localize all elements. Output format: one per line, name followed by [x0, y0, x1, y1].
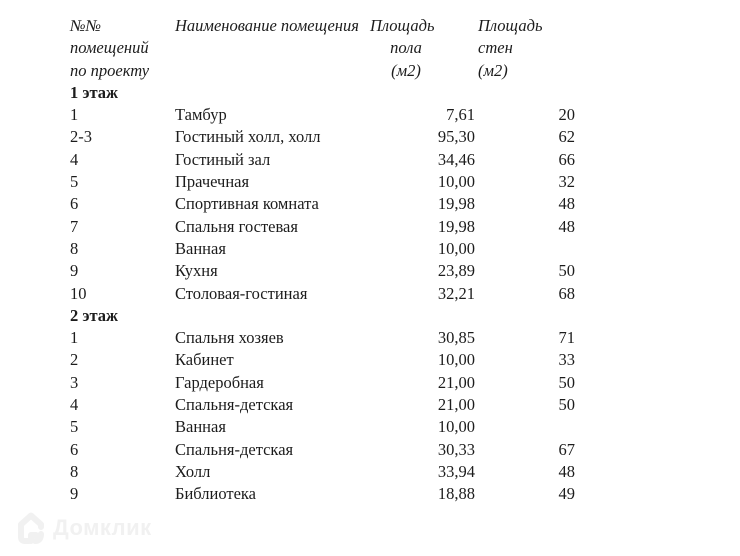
cell-wall-area: 50 — [558, 395, 575, 415]
header-line: по проекту — [70, 60, 150, 80]
cell-floor-area: 23,89 — [437, 261, 475, 281]
cell-room-name: Спортивная комната — [175, 194, 319, 214]
cell-room-number: 3 — [70, 372, 79, 392]
cell-room-name: Спальня-детская — [175, 395, 294, 415]
header-floor-area — [370, 15, 442, 82]
cell-floor-area: 18,88 — [437, 484, 475, 504]
cell-floor-area: 21,00 — [437, 372, 475, 392]
table-row — [70, 171, 575, 193]
table-body — [70, 82, 575, 506]
cell-room-name: Прачечная — [175, 172, 250, 192]
cell-room-name: Ванная — [175, 238, 226, 258]
header-room-name: Наименование помещения — [175, 16, 359, 35]
cell-room-number: 4 — [70, 149, 79, 169]
cell-wall-area: 49 — [558, 484, 575, 504]
cell-floor-area: 7,61 — [446, 105, 475, 125]
table-row — [70, 216, 575, 238]
table-row — [70, 193, 575, 215]
cell-wall-area: 48 — [558, 461, 575, 481]
cell-room-number: 8 — [70, 461, 79, 481]
cell-room-name: Ванная — [175, 417, 226, 437]
header-line: стен — [478, 38, 513, 58]
watermark-label: Домклик — [53, 515, 152, 540]
header-wall-area — [475, 15, 575, 82]
header-line: (м2) — [391, 60, 421, 80]
cell-wall-area: 50 — [558, 261, 575, 281]
cell-floor-area: 19,98 — [437, 194, 475, 214]
floor-label: 1 этаж — [70, 82, 119, 102]
domclick-house-icon — [16, 510, 46, 546]
cell-room-name: Кабинет — [175, 350, 234, 370]
cell-room-number: 8 — [70, 238, 79, 258]
cell-floor-area: 10,00 — [437, 350, 475, 370]
table-row — [70, 439, 575, 461]
table-row — [70, 327, 575, 349]
cell-wall-area: 71 — [558, 328, 575, 348]
table-row — [70, 394, 575, 416]
cell-floor-area: 34,46 — [437, 149, 475, 169]
table-header — [70, 15, 575, 82]
cell-wall-area: 48 — [558, 194, 575, 214]
cell-wall-area: 66 — [558, 149, 575, 169]
cell-wall-area: 62 — [558, 127, 575, 147]
cell-room-name: Столовая-гостиная — [175, 283, 308, 303]
table-row — [70, 238, 575, 260]
cell-wall-area: 67 — [558, 439, 575, 459]
cell-room-number: 1 — [70, 105, 79, 125]
cell-room-number: 9 — [70, 261, 79, 281]
table-row — [70, 349, 575, 371]
header-line: пола — [390, 38, 422, 58]
cell-room-number: 7 — [70, 216, 79, 236]
table-row — [70, 283, 575, 305]
cell-room-number: 5 — [70, 417, 79, 437]
table-row — [70, 126, 575, 148]
cell-wall-area — [475, 416, 575, 438]
cell-room-number: 9 — [70, 484, 79, 504]
watermark — [16, 510, 152, 546]
header-line: Площадь — [370, 16, 435, 35]
table-row — [70, 149, 575, 171]
cell-room-number: 10 — [70, 283, 87, 303]
cell-room-number: 1 — [70, 328, 79, 348]
cell-floor-area: 33,94 — [437, 461, 475, 481]
cell-room-name: Гостиный холл, холл — [175, 127, 321, 147]
cell-room-name: Спальня гостевая — [175, 216, 298, 236]
cell-floor-area: 10,00 — [437, 238, 475, 258]
header-line: (м2) — [478, 60, 508, 80]
table-row — [70, 416, 575, 438]
room-area-table — [70, 15, 575, 506]
cell-wall-area: 50 — [558, 372, 575, 392]
header-line: №№ — [70, 16, 102, 35]
header-room-number — [70, 15, 175, 82]
cell-wall-area: 20 — [558, 105, 575, 125]
cell-room-name: Кухня — [175, 261, 218, 281]
cell-floor-area: 10,00 — [437, 417, 475, 437]
table-row — [70, 483, 575, 505]
cell-floor-area: 30,85 — [437, 328, 475, 348]
cell-room-number: 5 — [70, 172, 79, 192]
cell-floor-area: 32,21 — [437, 283, 475, 303]
table-row — [70, 372, 575, 394]
cell-wall-area: 68 — [558, 283, 575, 303]
cell-wall-area — [475, 238, 575, 260]
cell-room-name: Гостиный зал — [175, 149, 271, 169]
cell-wall-area: 48 — [558, 216, 575, 236]
table-row — [70, 104, 575, 126]
header-line: Площадь — [478, 16, 543, 35]
cell-room-number: 2-3 — [70, 127, 92, 147]
cell-floor-area: 21,00 — [437, 395, 475, 415]
cell-room-name: Библиотека — [175, 484, 257, 504]
cell-floor-area: 19,98 — [437, 216, 475, 236]
cell-room-name: Холл — [175, 461, 211, 481]
cell-wall-area: 32 — [558, 172, 575, 192]
cell-room-name: Спальня-детская — [175, 439, 294, 459]
cell-room-number: 4 — [70, 395, 79, 415]
header-line: помещений — [70, 38, 149, 58]
cell-room-name: Гардеробная — [175, 372, 264, 392]
cell-room-name: Тамбур — [175, 105, 227, 125]
cell-room-number: 6 — [70, 194, 79, 214]
cell-room-number: 2 — [70, 350, 79, 370]
table-row — [70, 461, 575, 483]
cell-wall-area: 33 — [558, 350, 575, 370]
cell-room-number: 6 — [70, 439, 79, 459]
floor-label: 2 этаж — [70, 305, 119, 325]
cell-floor-area: 10,00 — [437, 172, 475, 192]
cell-room-name: Спальня хозяев — [175, 328, 284, 348]
cell-floor-area: 30,33 — [437, 439, 475, 459]
table-row — [70, 260, 575, 282]
cell-floor-area: 95,30 — [437, 127, 475, 147]
